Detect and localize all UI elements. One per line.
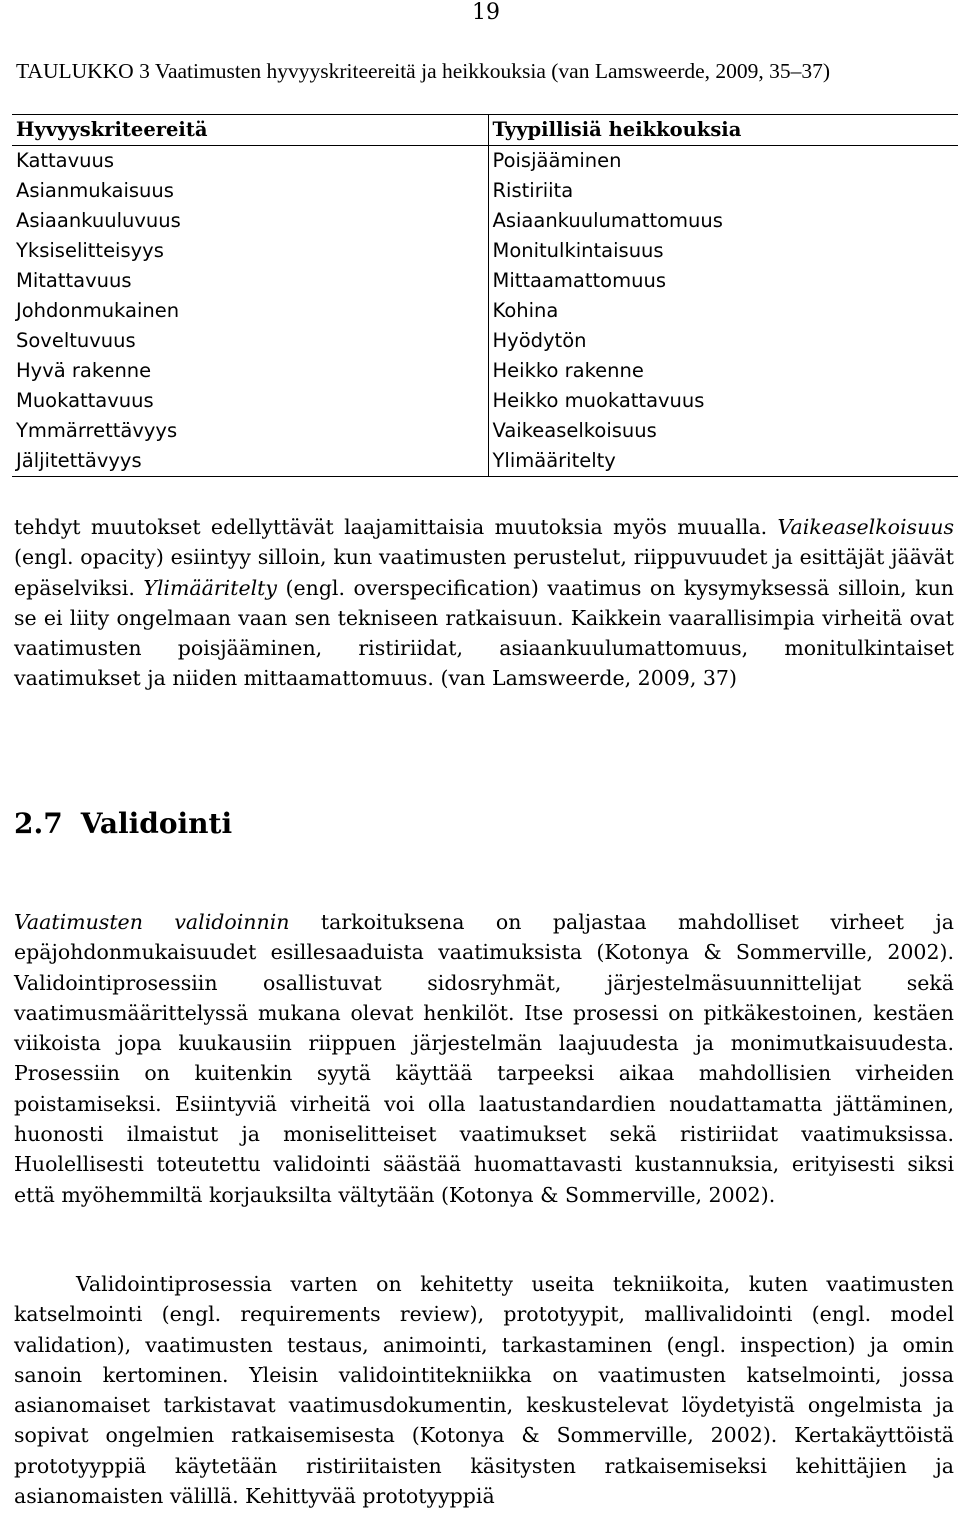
table-row xyxy=(12,236,958,266)
table-row xyxy=(12,326,958,356)
table-row xyxy=(12,146,958,177)
criteria-table xyxy=(12,114,958,477)
table-cell: Muokattavuus xyxy=(16,389,154,412)
table-cell: Ylimääritelty xyxy=(488,446,958,477)
paragraph-validation-techniques: Validointiprosessia varten on kehitetty useita tekniikoita, kuten vaatimusten katselmointi (engl. requirements review), prototyypit, mallivalidointi (engl. model validation), vaatimusten testaus, animointi, tarkastaminen (engl. inspection) ja omin sanoin kertominen. Yleisin validointitekniikka on vaatimusten katselmointi, jossa asianomaiset tarkistavat vaatimusdokumentin, keskustelevat löydetyistä ongelmista ja sopivat ongelmien ratkaisemisesta (Kotonya & Sommerville, 2002). Kertakäyttöistä prototyyppiä käytetään ristiriitaisten käsitysten ratkaisemiseksi kehittäjien ja asianomaisten välillä. Kehittyvää prototyyppiä xyxy=(14,1272,954,1509)
term-opacity: Vaikeaselkoisuus xyxy=(777,515,954,539)
table-caption: TAULUKKO 3 Vaatimusten hyvyyskriteereitä ja heikkouksia (van Lamsweerde, 2009, 35–37) xyxy=(16,59,831,83)
table-row xyxy=(12,356,958,386)
table-cell: Yksiselitteisyys xyxy=(16,239,164,262)
table-cell: Hyödytön xyxy=(488,326,958,356)
table-cell: Mitattavuus xyxy=(16,269,132,292)
section-title: Validointi xyxy=(80,807,233,840)
term-requirements-validation: Vaatimusten validoinnin xyxy=(14,910,290,934)
table-row xyxy=(12,266,958,296)
table-row xyxy=(12,206,958,236)
paragraph-defects: tehdyt muutokset edellyttävät laajamittaisia muutoksia myös muualla. Vaikeaselkoisuus (engl. opacity) esiintyy silloin, kun vaatimusten perustelut, riippuvuudet ja esittäjät jäävät epäselviksi. Ylimääritelty (engl. overspecification) vaatimus on kysymyksessä silloin, kun se ei liity ongelmaan vaan sen tekniseen ratkaisuun. Kaikkein vaarallisimpia virheitä ovat vaatimusten poisjääminen, ristiriidat, asiaankuulumattomuus, monitulkintaiset vaatimukset ja niiden mittaamattomuus. (van Lamsweerde, 2009, 37) xyxy=(14,515,954,691)
table-header-row xyxy=(12,115,958,146)
table-cell: Kohina xyxy=(488,296,958,326)
table-row xyxy=(12,296,958,326)
table-cell: Soveltuvuus xyxy=(16,329,136,352)
table-cell: Asiaankuuluvuus xyxy=(16,209,181,232)
section-number: 2.7 xyxy=(14,807,63,840)
column-header: Tyypillisiä heikkouksia xyxy=(488,115,958,146)
table-cell: Vaikeaselkoisuus xyxy=(488,416,958,446)
table-cell: Monitulkintaisuus xyxy=(488,236,958,266)
column-header: Hyvyyskriteereitä xyxy=(12,115,488,146)
table-cell: Asiaankuulumattomuus xyxy=(488,206,958,236)
table-cell: Heikko rakenne xyxy=(488,356,958,386)
table-cell: Asianmukaisuus xyxy=(16,179,174,202)
table-cell: Hyvä rakenne xyxy=(16,359,152,382)
paragraph-validation-intro: Vaatimusten validoinnin tarkoituksena on paljastaa mahdolliset virheet ja epäjohdonmukaisuudet esillesaaduista vaatimuksista (Kotonya & Sommerville, 2002). Validointiprosessiin osallistuvat sidosryhmät, järjestelmäsuunnittelijat sekä vaatimusmäärittelyssä mukana olevat henkilöt. Itse prosessi on pitkäkestoinen, kestäen viikoista jopa kuukausiin riippuen järjestelmän laajuudesta ja monimutkaisuudesta. Prosessiin on kuitenkin syytä käyttää tarpeeksi aikaa mahdollisien virheiden poistamiseksi. Esiintyviä virheitä voi olla laatustandardien noudattamatta jättäminen, huonosti ilmaistut ja moniselitteiset vaatimukset sekä ristiriidat vaatimuksissa. Huolellisesti toteutettu validointi säästää huomattavasti kustannuksia, erityisesti siksi että myöhemmiltä korjauksilta vältytään (Kotonya & Sommerville, 2002). xyxy=(14,910,955,1207)
table-row xyxy=(12,416,958,446)
term-overspecification: Ylimääritelty xyxy=(143,575,277,600)
table-row xyxy=(12,386,958,416)
table-row xyxy=(12,176,958,206)
table-cell: Mittaamattomuus xyxy=(488,266,958,296)
table-cell: Jäljitettävyys xyxy=(12,446,488,477)
section-heading xyxy=(14,806,232,842)
table-cell: Ymmärrettävyys xyxy=(16,419,178,442)
table-cell: Heikko muokattavuus xyxy=(488,386,958,416)
table-cell: Johdonmukainen xyxy=(16,299,180,322)
page-number: 19 xyxy=(472,0,500,25)
table-cell: Kattavuus xyxy=(16,149,115,172)
table-cell: Poisjääminen xyxy=(488,146,958,177)
table-row xyxy=(12,446,958,477)
table-cell: Ristiriita xyxy=(488,176,958,206)
